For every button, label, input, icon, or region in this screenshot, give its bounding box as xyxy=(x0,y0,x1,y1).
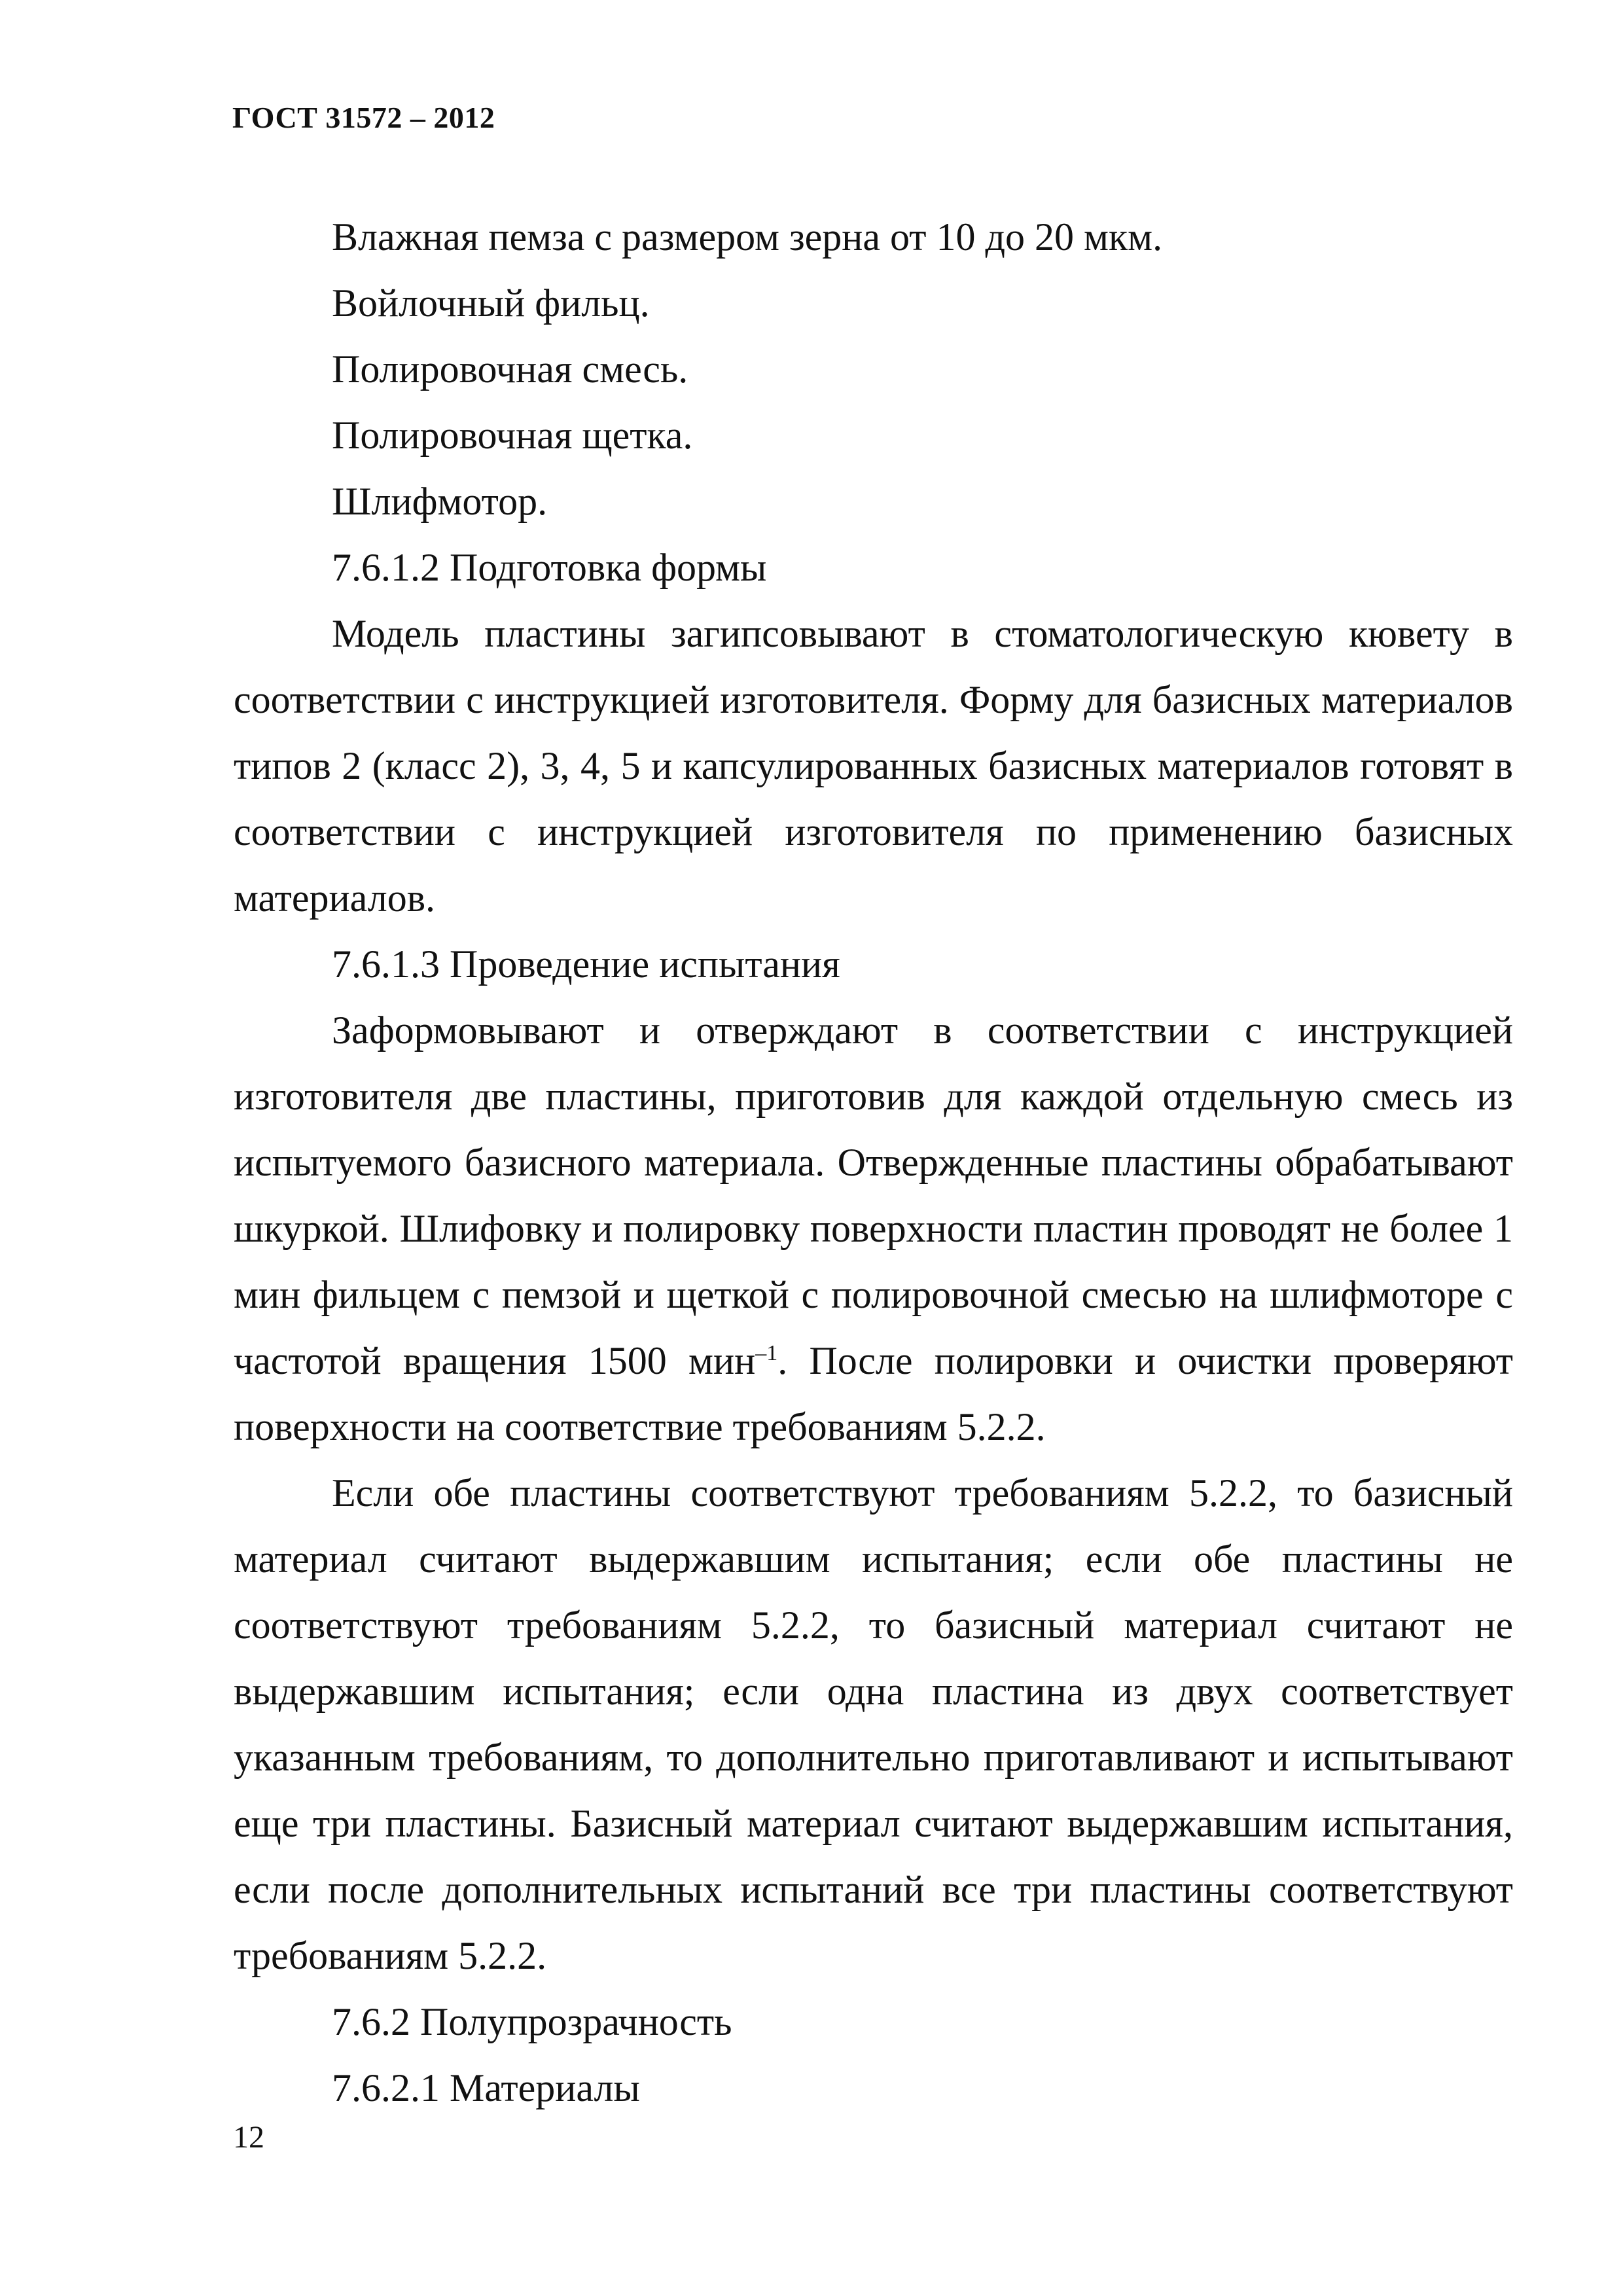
section-heading-7-6-2: 7.6.2 Полупрозрачность xyxy=(332,2000,732,2043)
paragraph-test-procedure xyxy=(234,997,1513,1460)
document-header: ГОСТ 31572 – 2012 xyxy=(232,101,495,134)
list-item-polishing-compound: Полировочная смесь. xyxy=(332,348,688,391)
list-item-pumice: Влажная пемза с размером зерна от 10 до 20 мкм. xyxy=(332,215,1163,259)
list-item-polishing-brush: Полировочная щетка. xyxy=(332,414,693,457)
unit-exponent: –1 xyxy=(755,1341,778,1365)
list-item-grinder: Шлифмотор. xyxy=(332,480,548,523)
list-item-felt: Войлочный фильц. xyxy=(332,281,650,325)
document-body xyxy=(234,204,1513,2121)
paragraph-test-procedure-part1: Заформовывают и отверждают в соответствии с инструкцией изготовителя две пластины, приготовив для каждой отдельную смесь из испытуемого базисного материала. Отвержденные пластины обрабатывают шкуркой. Шлифовку и полировку поверхности пластин проводят не более 1 мин фильцем с пемзой и щеткой с полировочной смесью на шлифмоторе с частотой вращения 1500 мин xyxy=(234,1009,1513,1382)
section-heading-7-6-2-1: 7.6.2.1 Материалы xyxy=(332,2066,640,2109)
page-number: 12 xyxy=(233,2120,264,2155)
section-heading-7-6-1-3: 7.6.1.3 Проведение испытания xyxy=(332,942,840,986)
paragraph-mold-preparation: Модель пластины загипсовывают в стоматологическую кювету в соответствии с инструкцией изготовителя. Форму для базисных материалов типов 2 (класс 2), 3, 4, 5 и капсулированных базисных материалов готовят в соответствии с инструкцией изготовителя по применению базисных материалов. xyxy=(234,612,1513,920)
section-heading-7-6-1-2: 7.6.1.2 Подготовка формы xyxy=(332,546,767,589)
paragraph-test-result: Если обе пластины соответствуют требованиям 5.2.2, то базисный материал считают выдержавшим испытания; если обе пластины не соответствуют требованиям 5.2.2, то базисный материал считают не выдержавшим испытания; если одна пластина из двух соответствует указанным требованиям, то дополнительно приготавливают и испытывают еще три пластины. Базисный материал считают выдержавшим испытания, если после дополнительных испытаний все три пластины соответствуют требованиям 5.2.2. xyxy=(234,1471,1513,1977)
paragraph-test-procedure-part2: . После полировки и очистки проверяют поверхности на соответствие требованиям 5.2.2. xyxy=(234,1339,1513,1448)
